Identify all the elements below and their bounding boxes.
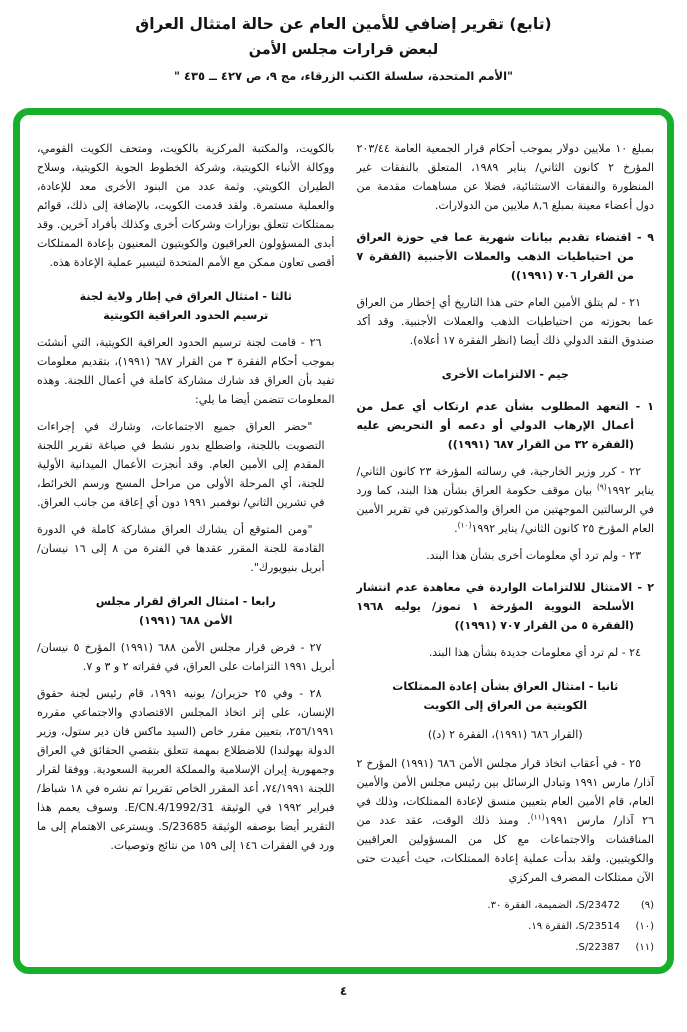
paragraph-26: ٢٦ - قامت لجنة ترسيم الحدود العراقية الكويتية، التي أنشئت بموجب أحكام الفقرة ٣ من القرار ٦٨٧ (١٩٩١)، بتقديم معلومات تفيد بأن العراق قد شارك مشاركة كاملة في أعمال اللجنة. وهذه المعلومات تتضمن أيضا ما يلي: [37, 336, 335, 406]
paragraph-22-text: بيان موقف حكومة العراق بشأن هذا البند، كما ورد في الرسالتين الموجهتين من العراق والمذكورتين في تقرير الأمين العام المؤرخ ٢٥ كانون الثاني/ يناير ١٩٩٢ [356, 484, 654, 535]
paragraph-24: ٢٤ - لم ترد أي معلومات جديدة بشأن هذا البند. [428, 646, 641, 659]
paragraph-22 [357, 462, 655, 538]
footnote-9 [357, 895, 655, 916]
document-header [0, 0, 687, 83]
column-right [357, 139, 655, 955]
heading-item-1: ١ - التعهد المطلوب بشأن عدم ارتكاب أي عمل من أعمال الإرهاب الدولي أو دعمه أو التحريض عليه (الفقرة ٣٢ من القرار ٦٨٧ (١٩٩١)) [356, 400, 654, 451]
heading-section-third-line-2: ترسيم الحدود العراقية الكويتية [103, 309, 269, 322]
paragraph-22-text: . [454, 522, 458, 535]
footnote-10 [357, 916, 655, 937]
heading-section-third-line-1: ثالثا - امتثال العراق في إطار ولاية لجنة [79, 290, 292, 303]
report-title-line-2: لبعض قرارات مجلس الأمن [248, 42, 439, 58]
content-frame-border [13, 108, 674, 974]
footnote-10-text: S/23514، الفقرة ١٩. [528, 921, 620, 932]
paragraph-28: ٢٨ - وفي ٢٥ حزيران/ يونيه ١٩٩١، قام رئيس لجنة حقوق الإنسان، على إثر اتخاذ المجلس الاقتصادي والاجتماعي مقرره ٢٥٦/١٩٩١، بتعيين مقرر خاص (السيد ماكس فان دير ستول، وزير الدولة بهولندا) للاضطلاع بمهمة تتعلق بتقصي الحقائق في العراق وجمهورية إيران الإسلامية والمملكة العربية السعودية. ووفقا لقرار اللجنة ٧٤/١٩٩١، أعد المقرر الخاص تقريرا تم نشره في ١٨ شباط/ فبراير ١٩٩٢ في الوثيقة E/CN.4/1992/31. وسوف يعمم هذا التقرير أيضا بوصفه الوثيقة S/23685. ويسترعى الاهتمام إلى ما ورد في الفقرات ١٤٦ إلى ١٥٩ من نتائج وتوصيات. [37, 687, 335, 852]
footnote-11-text: S/22387. [575, 942, 620, 953]
footnote-9-marker: (٩) [640, 900, 654, 911]
page-number: ٤ [339, 984, 348, 998]
heading-section-second-line-2: الكويتية من العراق إلى الكويت [423, 699, 588, 712]
footnote-9-text: S/23472، الضميمة، الفقرة ٣٠. [487, 900, 620, 911]
footnotes-block [357, 895, 655, 962]
paragraph-22-text: ٢٢ - كرر وزير الخارجية، في رسالته المؤرخة ٢٣ كانون الثاني/ يناير ١٩٩٢ [356, 465, 654, 497]
paragraph-20-continuation: بمبلغ ١٠ ملايين دولار بموجب أحكام قرار الجمعية العامة ٢٠٣/٤٤ المؤرخ ٢ كانون الثاني/ يناير ١٩٨٩، المتعلق بالنفقات غير المنظورة والنفقات الاستثنائية، فضلا عن مساهمات مقدمة من دول أعضاء معينة بمبلغ ٨,٦ ملايين من الدولارات. [356, 142, 655, 212]
footnote-ref-10: (١٠) [457, 520, 472, 530]
footnote-10-marker: (١٠) [635, 921, 654, 932]
paragraph-25-text: . ومنذ ذلك الوقت، عقد عدد من المناقشات والاجتماعات مع كل من المسؤولين العراقيين والكويتيين. ولقد بدأت عملية إعادة الممتلكات، حيث أعيدت حتى الآن ممتلكات المصرف المركزي [356, 814, 654, 884]
paragraph-21: ٢١ - لم يتلق الأمين العام حتى هذا التاريخ أي إخطار من العراق عما بحوزته من احتياطيات الذهب والعملات الأجنبية. وقد أكد صندوق النقد الدولي ذلك أيضا (انظر الفقرة ١٧ أعلاه). [356, 296, 654, 347]
footnote-11-marker: (١١) [635, 942, 654, 953]
paragraph-27: ٢٧ - فرض قرار مجلس الأمن ٦٨٨ (١٩٩١) المؤرخ ٥ نيسان/ أبريل ١٩٩١ التزامات على العراق، في فقراته ٢ و ٣ و ٧. [37, 641, 335, 673]
heading-section-fourth-line-1: رابعا - امتثال العراق لقرار مجلس [95, 595, 276, 608]
two-column-layout [37, 139, 654, 955]
column-left [37, 139, 335, 955]
paragraph-25-continuation: بالكويت، والمكتبة المركزية بالكويت، ومتحف الكويت القومي، ووكالة الأنباء الكويتية، وشركة الخطوط الجوية الكويتية، وسلاح الطيران الكويتي. وثمة عدد من البنود الأخرى معد للإعادة، والعملية مستمرة. ولقد قدمت الكويت، بالإضافة إلى ذلك، قوائم بممتلكات تتعلق بوزارات وشركات أخرى وكذلك بأفراد آخرين. وقد أبدى المسؤولون العراقيون والكويتيون المعنيون بإعادة الممتلكات أقصى تعاون ممكن مع الأمم المتحدة لتيسير عملية الإعادة هذه. [37, 142, 335, 269]
source-citation: "الأمم المتحدة، سلسلة الكتب الزرقاء، مج ٩، ص ٤٢٧ ــ ٤٣٥ " [173, 69, 514, 83]
heading-section-jim: جيم - الالتزامات الأخرى [441, 368, 569, 381]
paragraph-25-text: ٢٥ - في أعقاب اتخاذ قرار مجلس الأمن ٦٨٦ (١٩٩١) المؤرخ ٢ آذار/ مارس ١٩٩١ وتبادل الرسائل بين رئيس مجلس الأمن والأمين العام، قام الأمين العام بتعيين منسق لإعادة الممتلكات، وذلك في ٢٦ آذار/ مارس ١٩٩١ [356, 757, 654, 827]
footnote-11 [357, 937, 655, 958]
report-title-line-1: (تابع) تقرير إضافي للأمين العام عن حالة امتثال العراق [135, 15, 552, 33]
heading-section-fourth-line-2: الأمن ٦٨٨ (١٩٩١) [139, 614, 233, 627]
quote-paragraph-2: "ومن المتوقع أن يشارك العراق مشاركة كاملة في الدورة القادمة للجنة المقرر عقدها في الفترة من ٨ إلى ١٦ نيسان/ أبريل بنيويورك". [37, 523, 325, 574]
footnote-ref-11: (١١) [530, 812, 545, 822]
resolution-reference-line: (القرار ٦٨٦ (١٩٩١)، الفقرة ٢ (د)) [427, 728, 583, 741]
heading-item-9: ٩ - اقتضاء تقديم بيانات شهرية عما في حوزة العراق من احتياطيات الذهب والعملات الأجنبية (الفقرة ٧ من القرار ٧٠٦ (١٩٩١)) [356, 231, 654, 282]
footnote-ref-9: (٩) [596, 482, 607, 492]
quote-paragraph-1: "حضر العراق جميع الاجتماعات، وشارك في إجراءات التصويت باللجنة، واضطلع بدور نشط في صياغة تقرير اللجنة المقدم إلى الأمين العام. وقد أنجزت الأعمال الميدانية الأولية للجنة، أي المرحلة الأولى من مراحل المسح ورسم الخرائط، في تشرين الثاني/ نوفمبر ١٩٩١ دون أي إعاقة من جانب العراق. [37, 420, 325, 509]
paragraph-23: ٢٣ - ولم ترد أي معلومات أخرى بشأن هذا البند. [426, 549, 641, 562]
heading-item-2: ٢ - الامتثال للالتزامات الواردة في معاهدة عدم انتشار الأسلحة النووية المؤرخة ١ تموز/ يوليه ١٩٦٨ (الفقرة ٥ من القرار ٧٠٧ (١٩٩١)) [356, 581, 654, 632]
paragraph-25 [357, 754, 655, 887]
heading-section-second-line-1: ثانيا - امتثال العراق بشأن إعادة الممتلكات [392, 680, 619, 693]
